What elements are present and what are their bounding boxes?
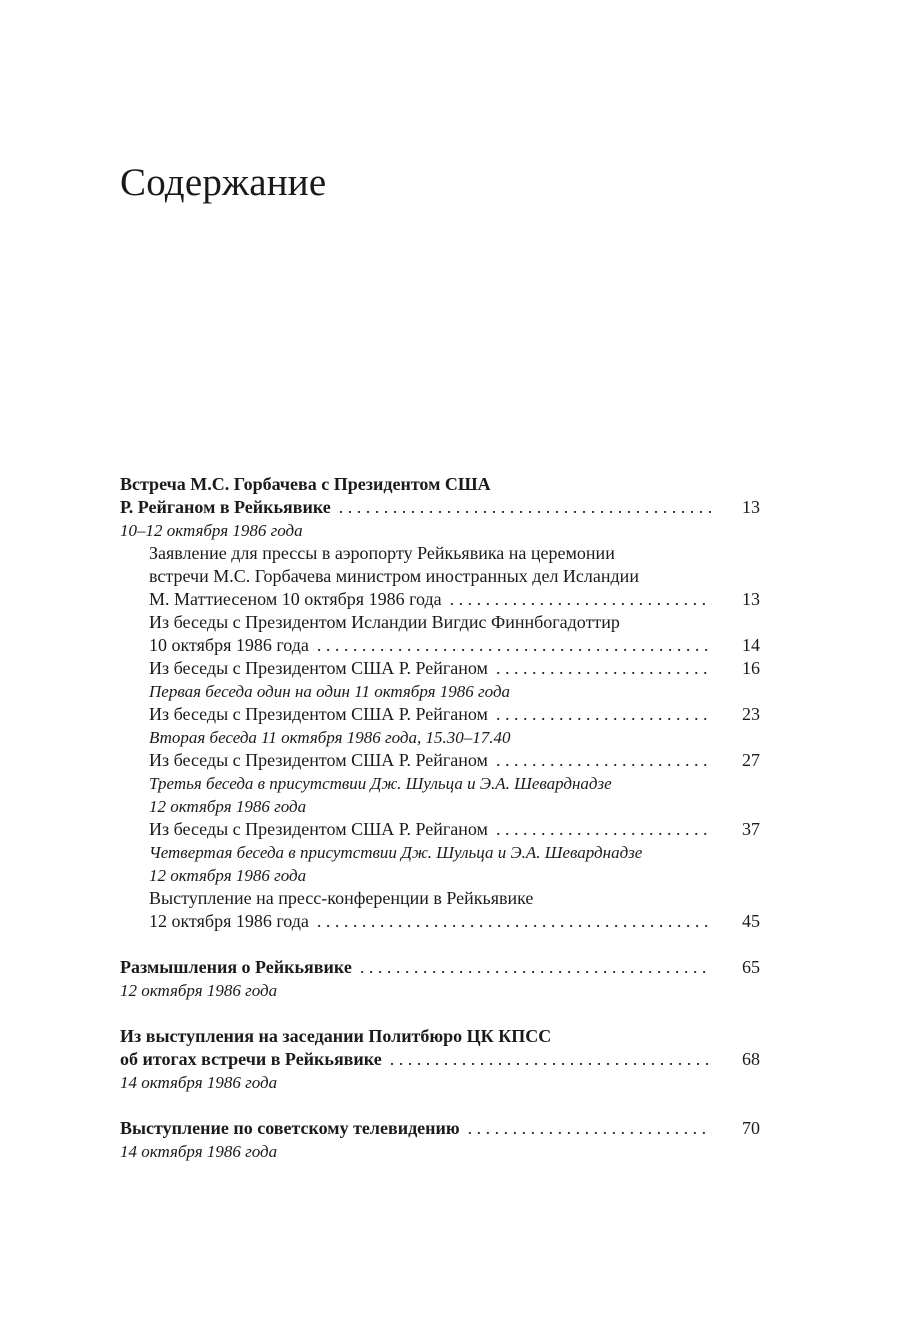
spacer [120, 1094, 760, 1117]
dot-leader [317, 634, 712, 657]
page-number: 13 [742, 497, 760, 517]
dot-leader [496, 703, 712, 726]
dot-leader [450, 588, 712, 611]
entry-text: Из беседы с Президентом США Р. Рейганом [149, 658, 488, 678]
entry-text: встречи М.С. Горбачева министром иностранных дел Исландии [149, 566, 639, 586]
section-title: Размышления о Рейкьявике [120, 957, 352, 977]
dot-leader [496, 657, 712, 680]
dot-leader [360, 956, 712, 979]
section-title: Из выступления на заседании Политбюро ЦК КПСС [120, 1026, 552, 1046]
entry-text: Выступление на пресс-конференции в Рейкьявике [149, 888, 534, 908]
toc-entry[interactable] [120, 634, 760, 657]
toc-entry[interactable] [120, 588, 760, 611]
section-title: Выступление по советскому телевидению [120, 1118, 460, 1138]
entry-note: Четвертая беседа в присутствии Дж. Шульца и Э.А. Шеварднадзе [149, 843, 643, 862]
toc-entry[interactable] [120, 818, 760, 841]
entry-text: Из беседы с Президентом США Р. Рейганом [149, 750, 488, 770]
dot-leader [496, 818, 712, 841]
entry-text: 10 октября 1986 года [149, 635, 309, 655]
dot-leader [468, 1117, 712, 1140]
section-date: 14 октября 1986 года [120, 1142, 278, 1161]
toc-section-politburo [120, 1025, 760, 1094]
entry-note: Третья беседа в присутствии Дж. Шульца и Э.А. Шеварднадзе [149, 774, 612, 793]
page-number: 14 [742, 635, 760, 655]
page-title: Содержание [120, 161, 327, 204]
page-number: 23 [742, 704, 760, 724]
page-number: 65 [742, 957, 760, 977]
section-title-cont: об итогах встречи в Рейкьявике [120, 1049, 382, 1069]
section-title: Встреча М.С. Горбачева с Президентом США [120, 474, 491, 494]
page-number: 68 [742, 1049, 760, 1069]
page-number: 70 [742, 1118, 760, 1138]
table-of-contents [120, 473, 760, 1163]
toc-section-reflections [120, 956, 760, 1002]
entry-note: 12 октября 1986 года [149, 797, 307, 816]
toc-entry[interactable] [120, 1048, 760, 1071]
toc-entry[interactable] [120, 703, 760, 726]
entry-text: Из беседы с Президентом США Р. Рейганом [149, 819, 488, 839]
page-number: 16 [742, 658, 760, 678]
section-date: 14 октября 1986 года [120, 1073, 278, 1092]
dot-leader [317, 910, 712, 933]
toc-section-tv-address [120, 1117, 760, 1163]
toc-entry[interactable] [120, 1117, 760, 1140]
entry-text: 12 октября 1986 года [149, 911, 309, 931]
entry-note: Вторая беседа 11 октября 1986 года, 15.30–17.40 [149, 728, 511, 747]
page-number: 13 [742, 589, 760, 609]
dot-leader [339, 496, 712, 519]
entry-note: Первая беседа один на один 11 октября 1986 года [149, 682, 511, 701]
spacer [120, 933, 760, 956]
section-date: 10–12 октября 1986 года [120, 521, 303, 540]
toc-entry[interactable] [120, 496, 760, 519]
page-number: 45 [742, 911, 760, 931]
entry-text: Из беседы с Президентом Исландии Вигдис Финнбогадоттир [149, 612, 620, 632]
spacer [120, 1002, 760, 1025]
dot-leader [496, 749, 712, 772]
toc-entry[interactable] [120, 910, 760, 933]
toc-entry[interactable] [120, 749, 760, 772]
dot-leader [390, 1048, 712, 1071]
entry-text: Заявление для прессы в аэропорту Рейкьявика на церемонии [149, 543, 615, 563]
toc-entry[interactable] [120, 657, 760, 680]
toc-section-reykjavik-meeting [120, 473, 760, 933]
entry-note: 12 октября 1986 года [149, 866, 307, 885]
section-title-cont: Р. Рейганом в Рейкьявике [120, 497, 331, 517]
section-date: 12 октября 1986 года [120, 981, 278, 1000]
page-number: 27 [742, 750, 760, 770]
toc-entry[interactable] [120, 956, 760, 979]
entry-text: М. Маттиесеном 10 октября 1986 года [149, 589, 442, 609]
entry-text: Из беседы с Президентом США Р. Рейганом [149, 704, 488, 724]
page-number: 37 [742, 819, 760, 839]
